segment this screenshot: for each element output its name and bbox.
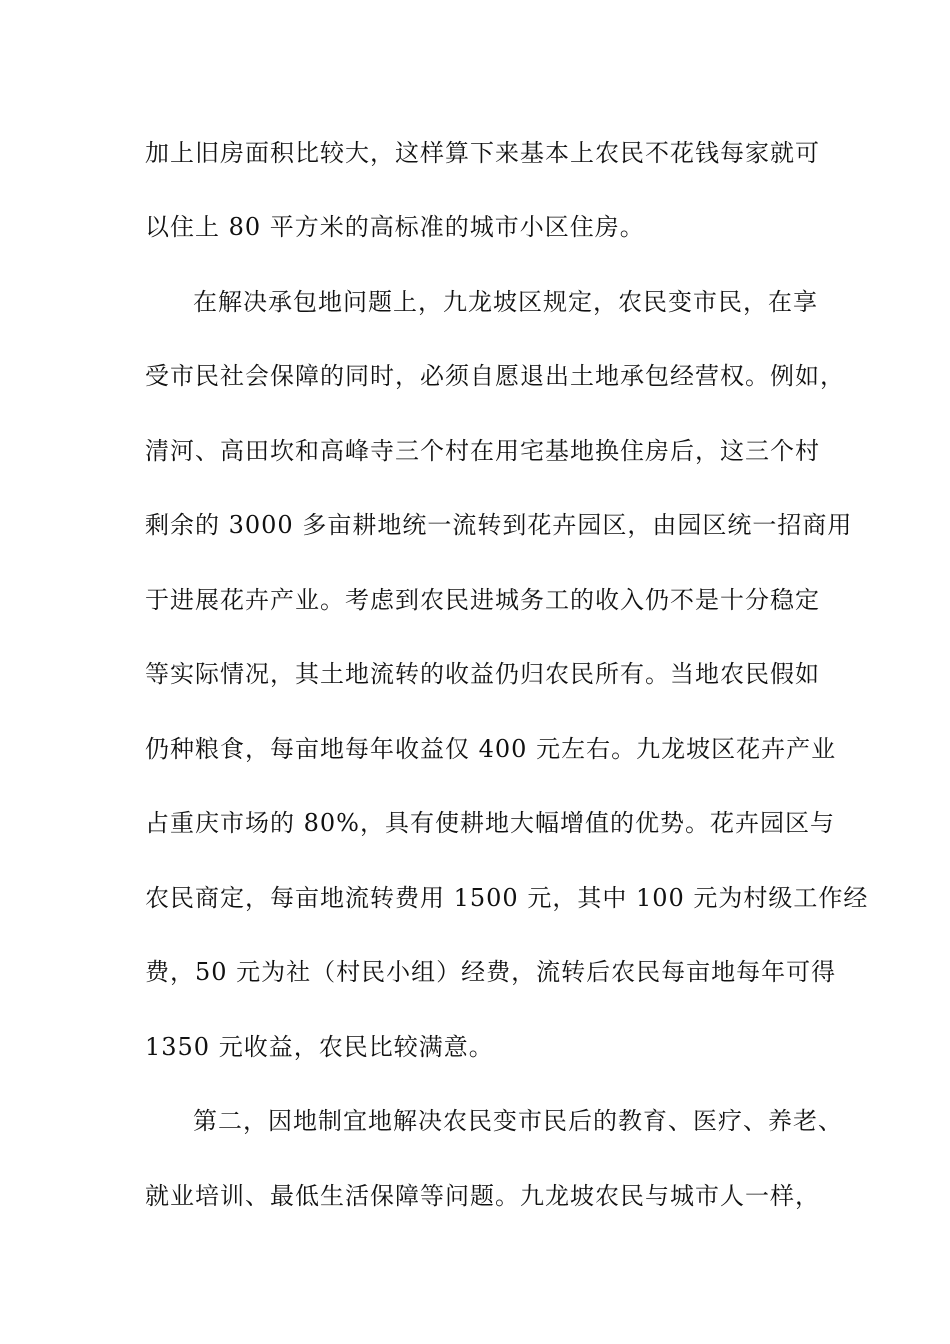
text-line: 受市民社会保障的同时，必须自愿退出土地承包经营权。例如，: [145, 362, 845, 390]
paragraph-start-line: 第二，因地制宜地解决农民变市民后的教育、医疗、养老、: [193, 1107, 843, 1135]
text-line: 等实际情况，其土地流转的收益仍归农民所有。当地农民假如: [145, 660, 820, 688]
text-line: 于进展花卉产业。考虑到农民进城务工的收入仍不是十分稳定: [145, 586, 820, 614]
text-line: 以住上 80 平方米的高标准的城市小区住房。: [145, 213, 645, 241]
text-line: 就业培训、最低生活保障等问题。九龙坡农民与城市人一样，: [145, 1182, 820, 1210]
text-line: 占重庆市场的 80%，具有使耕地大幅增值的优势。花卉园区与: [145, 809, 835, 837]
text-line: 加上旧房面积比较大，这样算下来基本上农民不花钱每家就可: [145, 139, 820, 167]
text-line: 清河、高田坎和高峰寺三个村在用宅基地换住房后，这三个村: [145, 437, 820, 465]
text-line: 农民商定，每亩地流转费用 1500 元，其中 100 元为村级工作经: [145, 884, 869, 912]
text-line: 剩余的 3000 多亩耕地统一流转到花卉园区，由园区统一招商用: [145, 511, 853, 539]
paragraph-start-line: 在解决承包地问题上，九龙坡区规定，农民变市民，在享: [193, 288, 818, 316]
text-line: 1350 元收益，农民比较满意。: [145, 1033, 494, 1061]
text-line: 费，50 元为社（村民小组）经费，流转后农民每亩地每年可得: [145, 958, 837, 986]
text-line: 仍种粮食，每亩地每年收益仅 400 元左右。九龙坡区花卉产业: [145, 735, 837, 763]
